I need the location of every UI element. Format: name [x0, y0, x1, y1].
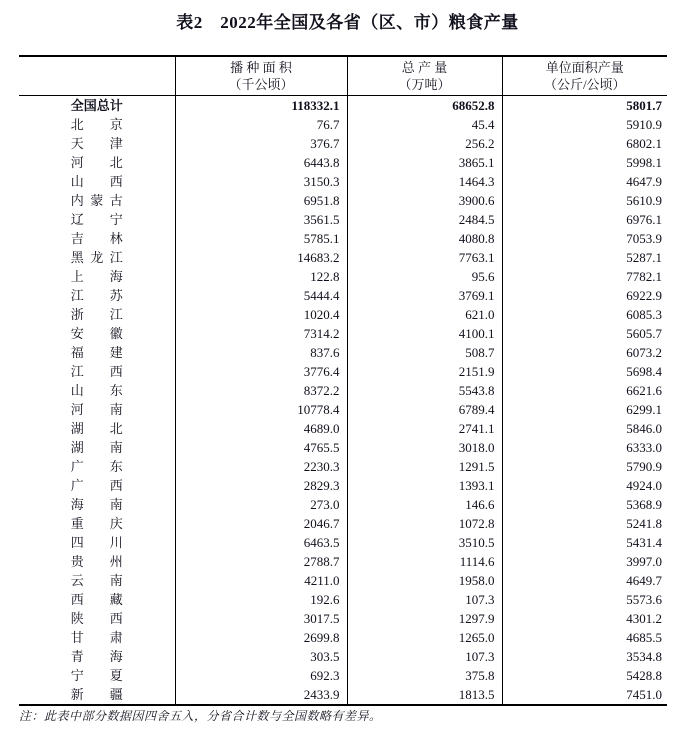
header-unit-yield-label: 单位面积产量 — [545, 60, 624, 75]
sown-area-value: 3150.3 — [175, 172, 347, 191]
total-output-value: 2484.5 — [347, 210, 502, 229]
region-name: 山西 — [70, 174, 123, 189]
table-row — [19, 666, 667, 685]
region-name: 浙江 — [70, 307, 123, 322]
sown-area-value: 2788.7 — [175, 552, 347, 571]
header-region-cell — [19, 56, 175, 96]
unit-yield-value: 5428.8 — [502, 666, 667, 685]
total-output-value: 375.8 — [347, 666, 502, 685]
total-output-value: 1958.0 — [347, 571, 502, 590]
unit-yield-value: 4924.0 — [502, 476, 667, 495]
unit-yield-value: 6073.2 — [502, 343, 667, 362]
unit-yield-value: 6976.1 — [502, 210, 667, 229]
total-output-value: 68652.8 — [347, 96, 502, 116]
unit-yield-value: 5801.7 — [502, 96, 667, 116]
total-output-value: 3510.5 — [347, 533, 502, 552]
sown-area-value: 4689.0 — [175, 419, 347, 438]
total-output-value: 107.3 — [347, 590, 502, 609]
unit-yield-value: 5998.1 — [502, 153, 667, 172]
sown-area-value: 2046.7 — [175, 514, 347, 533]
region-name: 重庆 — [70, 516, 123, 531]
sown-area-value: 6463.5 — [175, 533, 347, 552]
table-row — [19, 590, 667, 609]
unit-yield-value: 7782.1 — [502, 267, 667, 286]
sown-area-value: 3776.4 — [175, 362, 347, 381]
table-row — [19, 533, 667, 552]
table-row — [19, 229, 667, 248]
table-row — [19, 438, 667, 457]
region-name: 湖北 — [70, 421, 123, 436]
table-footnote: 注：此表中部分数据因四舍五入，分省合计数与全国数略有差异。 — [19, 709, 382, 723]
region-name: 江西 — [70, 364, 123, 379]
total-output-value: 95.6 — [347, 267, 502, 286]
sown-area-value: 6951.8 — [175, 191, 347, 210]
region-name: 贵州 — [70, 554, 123, 569]
region-name: 西藏 — [70, 592, 123, 607]
grain-production-table — [19, 55, 667, 706]
table-row — [19, 571, 667, 590]
sown-area-value: 837.6 — [175, 343, 347, 362]
total-output-value: 508.7 — [347, 343, 502, 362]
table-row — [19, 400, 667, 419]
sown-area-value: 2433.9 — [175, 685, 347, 705]
total-output-value: 3769.1 — [347, 286, 502, 305]
unit-yield-value: 6333.0 — [502, 438, 667, 457]
sown-area-value: 8372.2 — [175, 381, 347, 400]
table-row — [19, 381, 667, 400]
region-name: 黑龙江 — [70, 250, 123, 265]
total-output-value: 1265.0 — [347, 628, 502, 647]
table-row — [19, 305, 667, 324]
table-body — [19, 96, 667, 706]
total-output-value: 1393.1 — [347, 476, 502, 495]
region-name: 山东 — [70, 383, 123, 398]
unit-yield-value: 4649.7 — [502, 571, 667, 590]
sown-area-value: 122.8 — [175, 267, 347, 286]
sown-area-value: 3017.5 — [175, 609, 347, 628]
table-row — [19, 476, 667, 495]
unit-yield-value: 5610.9 — [502, 191, 667, 210]
sown-area-value: 2699.8 — [175, 628, 347, 647]
unit-yield-value: 6802.1 — [502, 134, 667, 153]
header-unit-yield-unit: （公斤/公顷） — [543, 77, 626, 92]
table-row — [19, 286, 667, 305]
sown-area-value: 4765.5 — [175, 438, 347, 457]
unit-yield-value: 3997.0 — [502, 552, 667, 571]
sown-area-value: 2829.3 — [175, 476, 347, 495]
total-output-value: 1464.3 — [347, 172, 502, 191]
region-name: 广东 — [70, 459, 123, 474]
total-output-value: 1813.5 — [347, 685, 502, 705]
total-output-value: 7763.1 — [347, 248, 502, 267]
table-row — [19, 514, 667, 533]
region-name: 宁夏 — [70, 668, 123, 683]
sown-area-value: 2230.3 — [175, 457, 347, 476]
table-row — [19, 495, 667, 514]
header-sown-area-label: 播 种 面 积 — [230, 60, 292, 75]
header-unit-yield — [502, 56, 667, 96]
header-total-output-unit: （万吨） — [398, 77, 451, 92]
table-row — [19, 685, 667, 705]
table-header — [19, 56, 667, 96]
sown-area-value: 10778.4 — [175, 400, 347, 419]
total-output-value: 2741.1 — [347, 419, 502, 438]
region-name: 全国总计 — [70, 98, 123, 113]
sown-area-value: 273.0 — [175, 495, 347, 514]
table-row — [19, 457, 667, 476]
sown-area-value: 303.5 — [175, 647, 347, 666]
sown-area-value: 692.3 — [175, 666, 347, 685]
unit-yield-value: 4647.9 — [502, 172, 667, 191]
total-output-value: 107.3 — [347, 647, 502, 666]
unit-yield-value: 6922.9 — [502, 286, 667, 305]
total-output-value: 45.4 — [347, 115, 502, 134]
region-name: 甘肃 — [70, 630, 123, 645]
table-row — [19, 343, 667, 362]
total-output-value: 6789.4 — [347, 400, 502, 419]
sown-area-value: 7314.2 — [175, 324, 347, 343]
table-row — [19, 191, 667, 210]
sown-area-value: 6443.8 — [175, 153, 347, 172]
unit-yield-value: 5241.8 — [502, 514, 667, 533]
unit-yield-value: 4301.2 — [502, 609, 667, 628]
total-output-value: 1291.5 — [347, 457, 502, 476]
table-row — [19, 96, 667, 116]
header-sown-area — [175, 56, 347, 96]
table-row — [19, 248, 667, 267]
table-row — [19, 419, 667, 438]
table-row — [19, 172, 667, 191]
table-row — [19, 210, 667, 229]
table-row — [19, 609, 667, 628]
header-sown-area-unit: （千公顷） — [228, 77, 294, 92]
total-output-value: 3018.0 — [347, 438, 502, 457]
page-title: 表2 2022年全国及各省（区、市）粮食产量 — [176, 13, 519, 32]
unit-yield-value: 5287.1 — [502, 248, 667, 267]
table-row — [19, 134, 667, 153]
total-output-value: 5543.8 — [347, 381, 502, 400]
total-output-value: 3900.6 — [347, 191, 502, 210]
total-output-value: 1114.6 — [347, 552, 502, 571]
total-output-value: 1072.8 — [347, 514, 502, 533]
unit-yield-value: 4685.5 — [502, 628, 667, 647]
total-output-value: 621.0 — [347, 305, 502, 324]
unit-yield-value: 6299.1 — [502, 400, 667, 419]
unit-yield-value: 5846.0 — [502, 419, 667, 438]
table-row — [19, 267, 667, 286]
region-name: 青海 — [70, 649, 123, 664]
region-name: 福建 — [70, 345, 123, 360]
region-name: 湖南 — [70, 440, 123, 455]
table-row — [19, 552, 667, 571]
region-name: 天津 — [70, 136, 123, 151]
unit-yield-value: 5790.9 — [502, 457, 667, 476]
region-name: 河南 — [70, 402, 123, 417]
unit-yield-value: 5910.9 — [502, 115, 667, 134]
total-output-value: 256.2 — [347, 134, 502, 153]
region-name: 江苏 — [70, 288, 123, 303]
header-total-output — [347, 56, 502, 96]
region-name: 河北 — [70, 155, 123, 170]
unit-yield-value: 5698.4 — [502, 362, 667, 381]
table-row — [19, 324, 667, 343]
sown-area-value: 1020.4 — [175, 305, 347, 324]
sown-area-value: 118332.1 — [175, 96, 347, 116]
total-output-value: 4080.8 — [347, 229, 502, 248]
unit-yield-value: 5368.9 — [502, 495, 667, 514]
region-name: 广西 — [70, 478, 123, 493]
region-name: 云南 — [70, 573, 123, 588]
sown-area-value: 4211.0 — [175, 571, 347, 590]
table-row — [19, 628, 667, 647]
sown-area-value: 76.7 — [175, 115, 347, 134]
region-name: 吉林 — [70, 231, 123, 246]
unit-yield-value: 5605.7 — [502, 324, 667, 343]
unit-yield-value: 5573.6 — [502, 590, 667, 609]
total-output-value: 1297.9 — [347, 609, 502, 628]
unit-yield-value: 6621.6 — [502, 381, 667, 400]
table-row — [19, 647, 667, 666]
region-name: 海南 — [70, 497, 123, 512]
total-output-value: 2151.9 — [347, 362, 502, 381]
unit-yield-value: 3534.8 — [502, 647, 667, 666]
table-row — [19, 153, 667, 172]
unit-yield-value: 5431.4 — [502, 533, 667, 552]
total-output-value: 4100.1 — [347, 324, 502, 343]
region-name: 北京 — [70, 117, 123, 132]
table-row — [19, 362, 667, 381]
region-name: 新疆 — [70, 687, 123, 702]
region-name: 内蒙古 — [70, 193, 123, 208]
unit-yield-value: 7451.0 — [502, 685, 667, 705]
table-row — [19, 115, 667, 134]
sown-area-value: 3561.5 — [175, 210, 347, 229]
region-name: 四川 — [70, 535, 123, 550]
total-output-value: 3865.1 — [347, 153, 502, 172]
sown-area-value: 14683.2 — [175, 248, 347, 267]
header-total-output-label: 总 产 量 — [401, 60, 448, 75]
region-name: 陕西 — [70, 611, 123, 626]
region-name: 辽宁 — [70, 212, 123, 227]
unit-yield-value: 7053.9 — [502, 229, 667, 248]
sown-area-value: 192.6 — [175, 590, 347, 609]
region-name: 安徽 — [70, 326, 123, 341]
unit-yield-value: 6085.3 — [502, 305, 667, 324]
sown-area-value: 5785.1 — [175, 229, 347, 248]
total-output-value: 146.6 — [347, 495, 502, 514]
header-row — [19, 56, 667, 96]
region-name: 上海 — [70, 269, 123, 284]
sown-area-value: 5444.4 — [175, 286, 347, 305]
sown-area-value: 376.7 — [175, 134, 347, 153]
